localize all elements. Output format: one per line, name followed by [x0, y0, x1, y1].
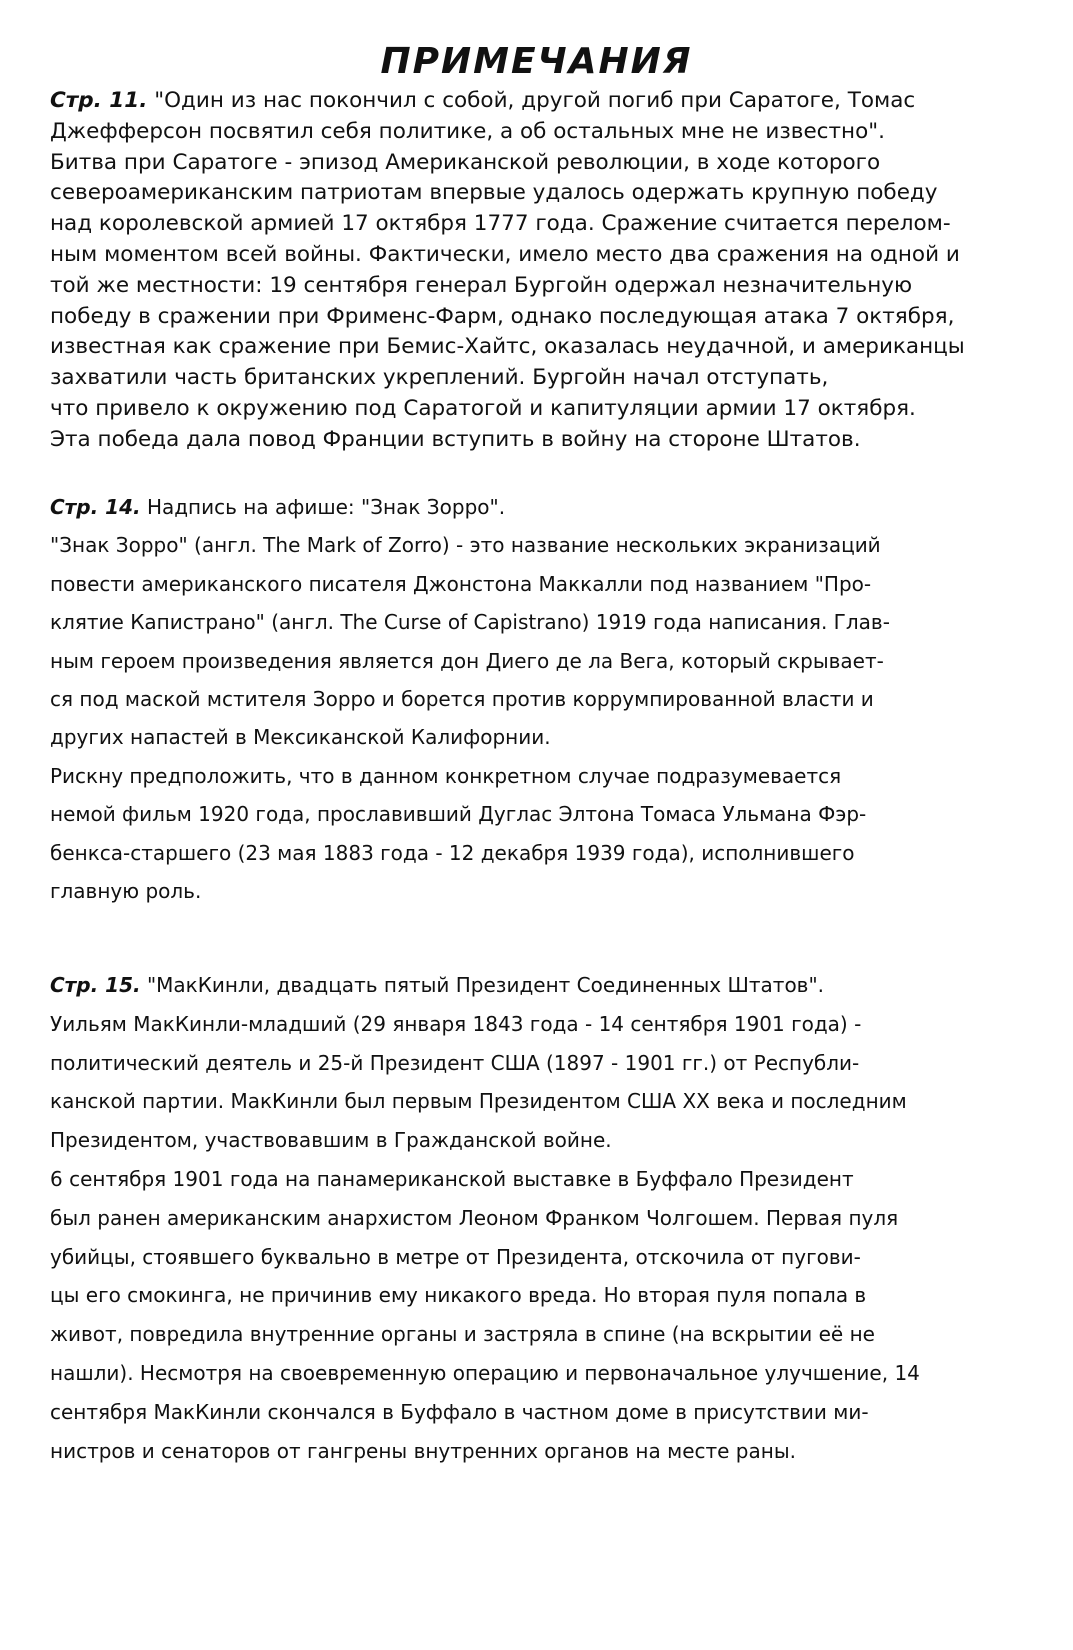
- note-line: клятие Капистрано" (англ. The Curse of Capistrano) 1919 года написания. Глав-: [50, 610, 890, 635]
- note-line: победу в сражении при Фрименс-Фарм, однако последующая атака 7 октября,: [50, 303, 955, 329]
- note-line: 6 сентября 1901 года на панамериканской выставке в Буффало Президент: [50, 1166, 854, 1191]
- note-line: сентября МакКинли скончался в Буффало в частном доме в присутствии ми-: [50, 1399, 869, 1424]
- page-reference: Стр. 14.: [50, 495, 141, 519]
- note-line: [50, 86, 1040, 117]
- note-page-15: [50, 966, 1040, 1470]
- note-line: главную роль.: [50, 878, 202, 903]
- note-line: нашли). Несмотря на своевременную операцию и первоначальное улучшение, 14: [50, 1360, 920, 1385]
- note-line: Рискну предположить, что в данном конкретном случае подразумевается: [50, 763, 842, 788]
- note-line: политический деятель и 25-й Президент США (1897 - 1901 гг.) от Республи-: [50, 1050, 860, 1075]
- note-text: "Один из нас покончил с собой, другой погиб при Саратоге, Томас: [154, 88, 916, 113]
- note-line: повести американского писателя Джонстона Маккалли под названием "Про-: [50, 571, 872, 596]
- note-line: что привело к окружению под Саратогой и капитуляции армии 17 октября.: [50, 395, 916, 421]
- note-line: Битва при Саратоге - эпизод Американской революции, в ходе которого: [50, 149, 881, 175]
- note-page-11: [50, 86, 1040, 456]
- note-line: ным героем произведения является дон Диего де ла Вега, который скрывает-: [50, 648, 884, 673]
- note-line: убийцы, стоявшего буквально в метре от Президента, отскочила от пугови-: [50, 1244, 861, 1269]
- note-line: немой фильм 1920 года, прославивший Дуглас Элтона Томаса Ульмана Фэр-: [50, 802, 867, 827]
- note-line: других напастей в Мексиканской Калифорнии.: [50, 725, 551, 750]
- note-line: Эта победа дала повод Франции вступить в войну на стороне Штатов.: [50, 426, 861, 452]
- note-page-14: [50, 488, 1040, 910]
- note-line: той же местности: 19 сентября генерал Бургойн одержал незначительную: [50, 272, 913, 298]
- note-line: живот, повредила внутренние органы и застряла в спине (на вскрытии её не: [50, 1322, 875, 1347]
- note-line: "Знак Зорро" (англ. The Mark of Zorro) - это название нескольких экранизаций: [50, 533, 881, 558]
- note-line: Уильям МакКинли-младший (29 января 1843 года - 14 сентября 1901 года) -: [50, 1011, 862, 1036]
- note-line: известная как сражение при Бемис-Хайтс, оказалась неудачной, и американцы: [50, 334, 965, 360]
- note-line: Президентом, участвовавшим в Гражданской войне.: [50, 1128, 612, 1153]
- note-line: Джефферсон посвятил себя политике, а об остальных мне не известно".: [50, 118, 885, 144]
- note-line: ным моментом всей войны. Фактически, имело место два сражения на одной и: [50, 241, 960, 267]
- page-reference: Стр. 11.: [50, 88, 148, 113]
- note-line: ся под маской мстителя Зорро и борется против коррумпированной власти и: [50, 686, 874, 711]
- note-line: североамериканским патриотам впервые удалось одержать крупную победу: [50, 180, 938, 206]
- page-title: ПРИМЕЧАНИЯ: [380, 41, 693, 82]
- note-line: [50, 966, 1040, 1005]
- note-text: Надпись на афише: "Знак Зорро".: [146, 495, 506, 519]
- note-line: над королевской армией 17 октября 1777 года. Сражение считается перелом-: [50, 211, 951, 237]
- note-line: нистров и сенаторов от гангрены внутренних органов на месте раны.: [50, 1438, 796, 1463]
- note-line: захватили часть британских укреплений. Бургойн начал отступать,: [50, 365, 829, 391]
- note-line: [50, 488, 1040, 526]
- note-line: бенкса-старшего (23 мая 1883 года - 12 декабря 1939 года), исполнившего: [50, 840, 855, 865]
- page-reference: Стр. 15.: [50, 973, 141, 997]
- note-text: "МакКинли, двадцать пятый Президент Соединенных Штатов".: [146, 973, 825, 997]
- note-line: цы его смокинга, не причинив ему никакого вреда. Но вторая пуля попала в: [50, 1283, 867, 1308]
- note-line: был ранен американским анархистом Леоном Франком Чолгошем. Первая пуля: [50, 1205, 899, 1230]
- note-line: канской партии. МакКинли был первым Президентом США XX века и последним: [50, 1089, 907, 1114]
